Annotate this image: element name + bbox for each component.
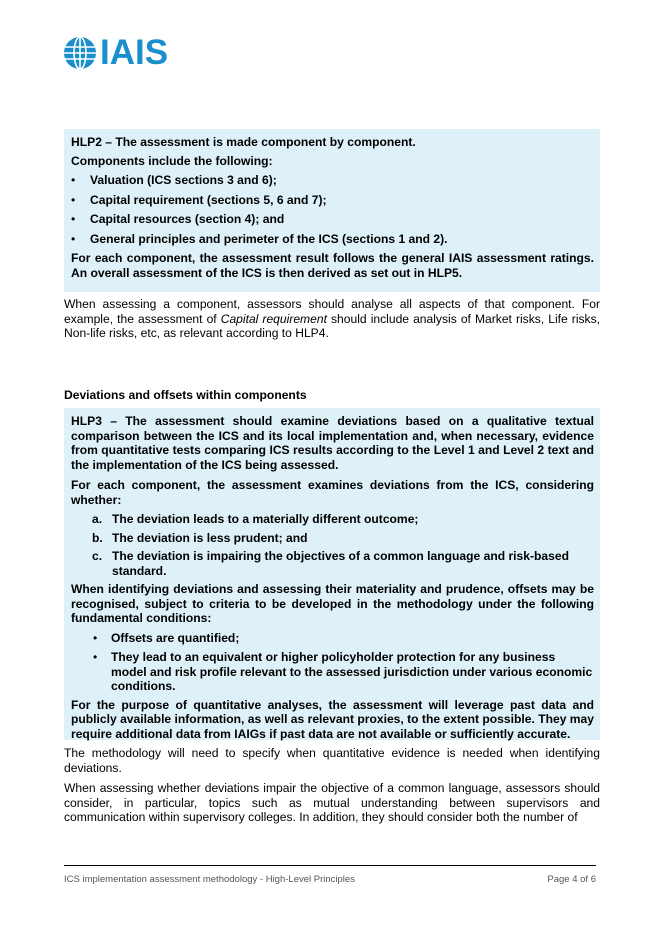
hlp2-intro: Components include the following: (71, 153, 273, 168)
bullet-icon: • (93, 650, 98, 664)
capital-requirement-emphasis: Capital requirement (220, 311, 327, 326)
hlp3-criteria-list (71, 512, 594, 578)
hlp3-conditions-list (71, 631, 594, 694)
component-analysis-paragraph: When assessing a component, assessors should analyse all aspects of that component. For example, the assessment of Capital requirement should include analysis of Market risks, Life risks, Non-life risks, etc, as relevant according to HLP4. (64, 297, 601, 340)
footer-divider (64, 865, 596, 866)
list-item: c. The deviation is impairing the objectives of a common language and risk-based standard. (92, 549, 569, 578)
list-item: b. The deviation is less prudent; and (92, 530, 308, 545)
list-item: • Capital requirement (sections 5, 6 and 7); (71, 192, 327, 207)
list-item: • General principles and perimeter of the ICS (sections 1 and 2). (71, 231, 448, 246)
hlp2-box (64, 129, 600, 292)
logo-text: IAIS (100, 33, 169, 72)
list-item: • Valuation (ICS sections 3 and 6); (71, 173, 277, 187)
bullet-icon: • (71, 231, 76, 246)
list-item: • Offsets are quantified; (93, 630, 240, 645)
hlp3-criteria-intro: For each component, the assessment examines deviations from the ICS, considering whether: (71, 478, 594, 507)
globe-icon (63, 36, 97, 70)
bullet-icon: • (71, 212, 76, 226)
footer-document-title: ICS implementation assessment methodology - High-Level Principles (64, 874, 355, 885)
list-item: • They lead to an equivalent or higher policyholder protection for any business model and risk profile relevant to the assessed jurisdiction under various economic conditions. (93, 650, 593, 693)
hlp3-box (64, 408, 600, 740)
hlp3-offsets-intro: When identifying deviations and assessing their materiality and prudence, offsets may be recognised, subject to criteria to be developed in the methodology under the following fundamental conditions: (71, 582, 594, 625)
hlp3-closing: For the purpose of quantitative analyses, the assessment will leverage past data and publicly available information, as well as relevant proxies, to the extent possible. They may require additional data from IAIGs if past data are not available or sufficiently accurate. (71, 697, 594, 741)
iais-logo (63, 33, 169, 72)
hlp2-title: HLP2 – The assessment is made component by component. (71, 135, 416, 149)
hlp2-closing: For each component, the assessment result follows the general IAIS assessment ratings. An overall assessment of the ICS is then derived as set out in HLP5. (71, 251, 594, 280)
list-item: a. The deviation leads to a materially different outcome; (92, 512, 419, 526)
bullet-icon: • (71, 173, 76, 187)
bullet-icon: • (93, 630, 98, 645)
section-heading: Deviations and offsets within components (64, 388, 307, 402)
quantitative-evidence-paragraph: The methodology will need to specify when quantitative evidence is needed when identifying deviations. (64, 746, 600, 775)
common-language-paragraph: When assessing whether deviations impair the objective of a common language, assessors should consider, in particular, topics such as mutual understanding between supervisors and communication within supervisory colleges. In addition, they should consider both the number of (64, 781, 600, 824)
hlp2-component-list (71, 173, 594, 246)
footer-page-number: Page 4 of 6 (547, 874, 596, 885)
hlp3-intro: HLP3 – The assessment should examine deviations based on a qualitative textual comparison between the ICS and its local implementation and, when necessary, evidence from quantitative tests comparing ICS results according to the Level 1 and Level 2 text and the implementation of the ICS being assessed. (71, 414, 594, 472)
bullet-icon: • (71, 192, 76, 207)
list-item: • Capital resources (section 4); and (71, 212, 285, 226)
